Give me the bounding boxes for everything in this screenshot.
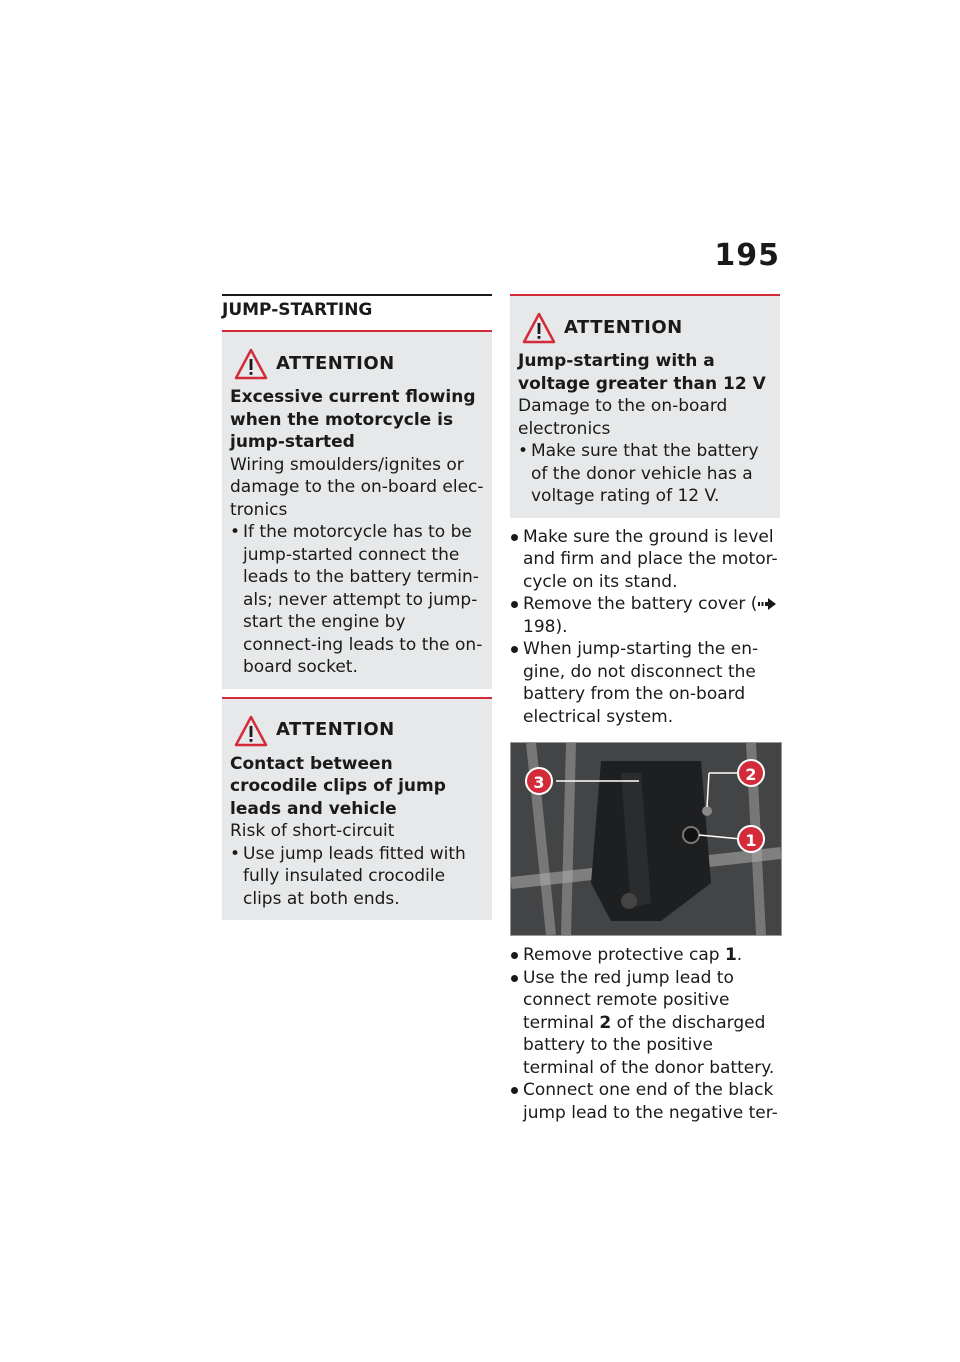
callout-3: 3 [525,767,553,795]
step-text: of the discharged battery to the positive terminal of the donor battery. [523,1012,775,1078]
step-remove-cap [510,944,780,967]
warning-triangle-icon [522,312,556,344]
warning-bullet: • Make sure that the battery of the donor vehicle has a voltage rating of 12 V. [518,440,772,508]
page-reference-arrow-icon [757,598,777,610]
warning-label: ATTENTION [276,719,395,741]
warning-header [234,709,484,753]
callout-2: 2 [737,759,765,787]
part-number: 2 [599,1012,612,1033]
page-reference-link[interactable]: 198 [523,616,556,637]
step-remove-cover [510,593,780,638]
warning-label: ATTENTION [564,316,683,338]
warning-triangle-icon [234,348,268,380]
warning-bullet: • Use jump leads fitted with fully insulated crocodile clips at both ends. [230,843,484,911]
step-keep-battery-connected: When jump-starting the en-gine, do not disconnect the battery from the on-board electrical system. [510,638,780,728]
step-black-lead: Connect one end of the black jump lead to the negative ter- [510,1079,780,1124]
step-text: Remove protective cap [523,945,725,965]
step-red-lead [510,967,780,1080]
battery-photo [510,742,782,936]
step-level-ground: Make sure the ground is level and firm and place the motor-cycle on its stand. [510,526,780,594]
warning-box-clips [222,697,492,921]
warning-box-current [222,330,492,689]
warning-label: ATTENTION [276,352,395,374]
step-text: . [736,945,743,965]
section-title: JUMP-STARTING [222,294,492,330]
right-column [510,294,780,1124]
warning-header [522,306,772,350]
warning-text: Risk of short-circuit [230,821,395,841]
warning-text: Wiring smoulders/ignites or damage to the on-board elec-tronics [230,454,484,520]
page-number: 195 [714,238,780,273]
warning-title: Excessive current flowing when the motorcycle is jump-started [230,387,476,452]
callout-1: 1 [737,825,765,853]
warning-text: Damage to the on-board electronics [518,396,728,439]
left-column [222,294,492,928]
warning-triangle-icon [234,715,268,747]
step-text: Remove the battery cover ( [523,594,758,614]
warning-bullet: • If the motorcycle has to be jump-started connect the leads to the battery termin-als; never attempt to jump-start the engine by connect-ing leads to the on-board socket. [230,521,484,679]
part-number: 1 [724,945,737,965]
warning-title: Jump-starting with a voltage greater than 12 V [518,351,766,394]
warning-title: Contact between crocodile clips of jump leads and vehicle [230,753,446,819]
step-text: ). [555,616,568,637]
warning-box-voltage [510,294,780,518]
step-text: Use the red jump lead to connect remote positive terminal [523,967,734,1033]
warning-header [234,342,484,386]
